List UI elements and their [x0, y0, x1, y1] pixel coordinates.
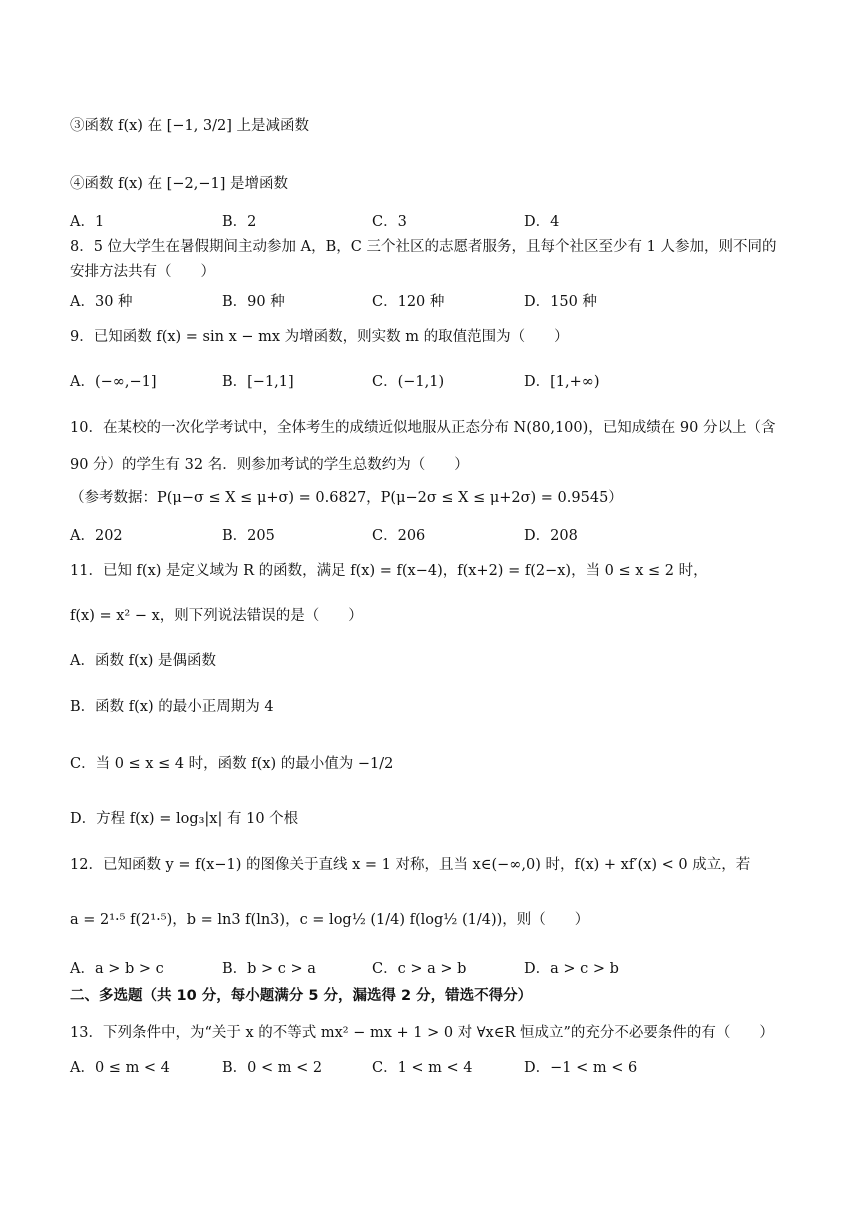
q9-stem: 9．已知函数 f(x) = sin x − mx 为增函数，则实数 m 的取值范围为（ ） — [70, 329, 569, 345]
statement-3: ③函数 f(x) 在 [−1, 3/2] 上是减函数 — [70, 118, 310, 134]
q12-option-d: D．a > c > b — [524, 961, 619, 977]
q11-option-c: C．当 0 ≤ x ≤ 4 时，函数 f(x) 的最小值为 −1/2 — [70, 756, 394, 772]
q9-option-c: C．(−1,1) — [372, 374, 445, 390]
q11-option-d: D．方程 f(x) = log₃|x| 有 10 个根 — [70, 811, 299, 827]
q11-stem-line1: 11．已知 f(x) 是定义域为 R 的函数，满足 f(x) = f(x−4)，f(x+2) = f(2−x)，当 0 ≤ x ≤ 2 时， — [70, 563, 708, 579]
q9-option-d: D．[1,+∞) — [524, 374, 600, 390]
q12-stem-line2: a = 2¹·⁵ f(2¹·⁵)，b = ln3 f(ln3)，c = log½ (1/4) f(log½ (1/4))，则（ ） — [70, 912, 590, 928]
q10-stem-line2: 90 分）的学生有 32 名．则参加考试的学生总数约为（ ） — [70, 457, 469, 473]
q10-option-d: D．208 — [524, 528, 578, 544]
q8-option-d: D．150 种 — [524, 294, 597, 310]
q13-option-c: C．1 < m < 4 — [372, 1060, 473, 1076]
q10-stem-line1: 10．在某校的一次化学考试中，全体考生的成绩近似地服从正态分布 N(80,100)，已知成绩在 90 分以上（含 — [70, 420, 776, 436]
q13-stem: 13．下列条件中，为“关于 x 的不等式 mx² − mx + 1 > 0 对 ∀x∈R 恒成立”的充分不必要条件的有（ ） — [70, 1025, 774, 1041]
q7-option-d: D．4 — [524, 214, 560, 230]
q8-stem-line1: 8．5 位大学生在暑假期间主动参加 A，B，C 三个社区的志愿者服务，且每个社区至少有 1 人参加，则不同的 — [70, 239, 777, 255]
q7-option-b: B．2 — [222, 214, 257, 230]
q12-stem-line1: 12．已知函数 y = f(x−1) 的图像关于直线 x = 1 对称，且当 x∈(−∞,0) 时，f(x) + xf′(x) < 0 成立，若 — [70, 857, 751, 873]
section-2-heading: 二、多选题（共 10 分，每小题满分 5 分，漏选得 2 分，错选不得分） — [70, 988, 533, 1004]
q12-option-c: C．c > a > b — [372, 961, 467, 977]
q10-option-b: B．205 — [222, 528, 275, 544]
q12-option-b: B．b > c > a — [222, 961, 316, 977]
q10-reference-data: （参考数据：P(μ−σ ≤ X ≤ μ+σ) = 0.6827，P(μ−2σ ≤ X ≤ μ+2σ) = 0.9545） — [70, 490, 623, 506]
q13-option-b: B．0 < m < 2 — [222, 1060, 323, 1076]
q8-stem-line2: 安排方法共有（ ） — [70, 264, 215, 280]
q8-option-c: C．120 种 — [372, 294, 445, 310]
q11-option-b: B．函数 f(x) 的最小正周期为 4 — [70, 699, 274, 715]
q13-option-d: D．−1 < m < 6 — [524, 1060, 638, 1076]
q13-option-a: A．0 ≤ m < 4 — [70, 1060, 170, 1076]
q11-option-a: A．函数 f(x) 是偶函数 — [70, 653, 217, 669]
q12-option-a: A．a > b > c — [70, 961, 164, 977]
q9-option-b: B．[−1,1] — [222, 374, 294, 390]
q7-option-c: C．3 — [372, 214, 407, 230]
q7-option-a: A．1 — [70, 214, 105, 230]
q8-option-b: B．90 种 — [222, 294, 285, 310]
q9-option-a: A．(−∞,−1] — [70, 374, 157, 390]
q8-option-a: A．30 种 — [70, 294, 133, 310]
statement-4: ④函数 f(x) 在 [−2,−1] 是增函数 — [70, 176, 288, 192]
q10-option-a: A．202 — [70, 528, 123, 544]
q10-option-c: C．206 — [372, 528, 426, 544]
q11-stem-line2: f(x) = x² − x，则下列说法错误的是（ ） — [70, 608, 363, 624]
